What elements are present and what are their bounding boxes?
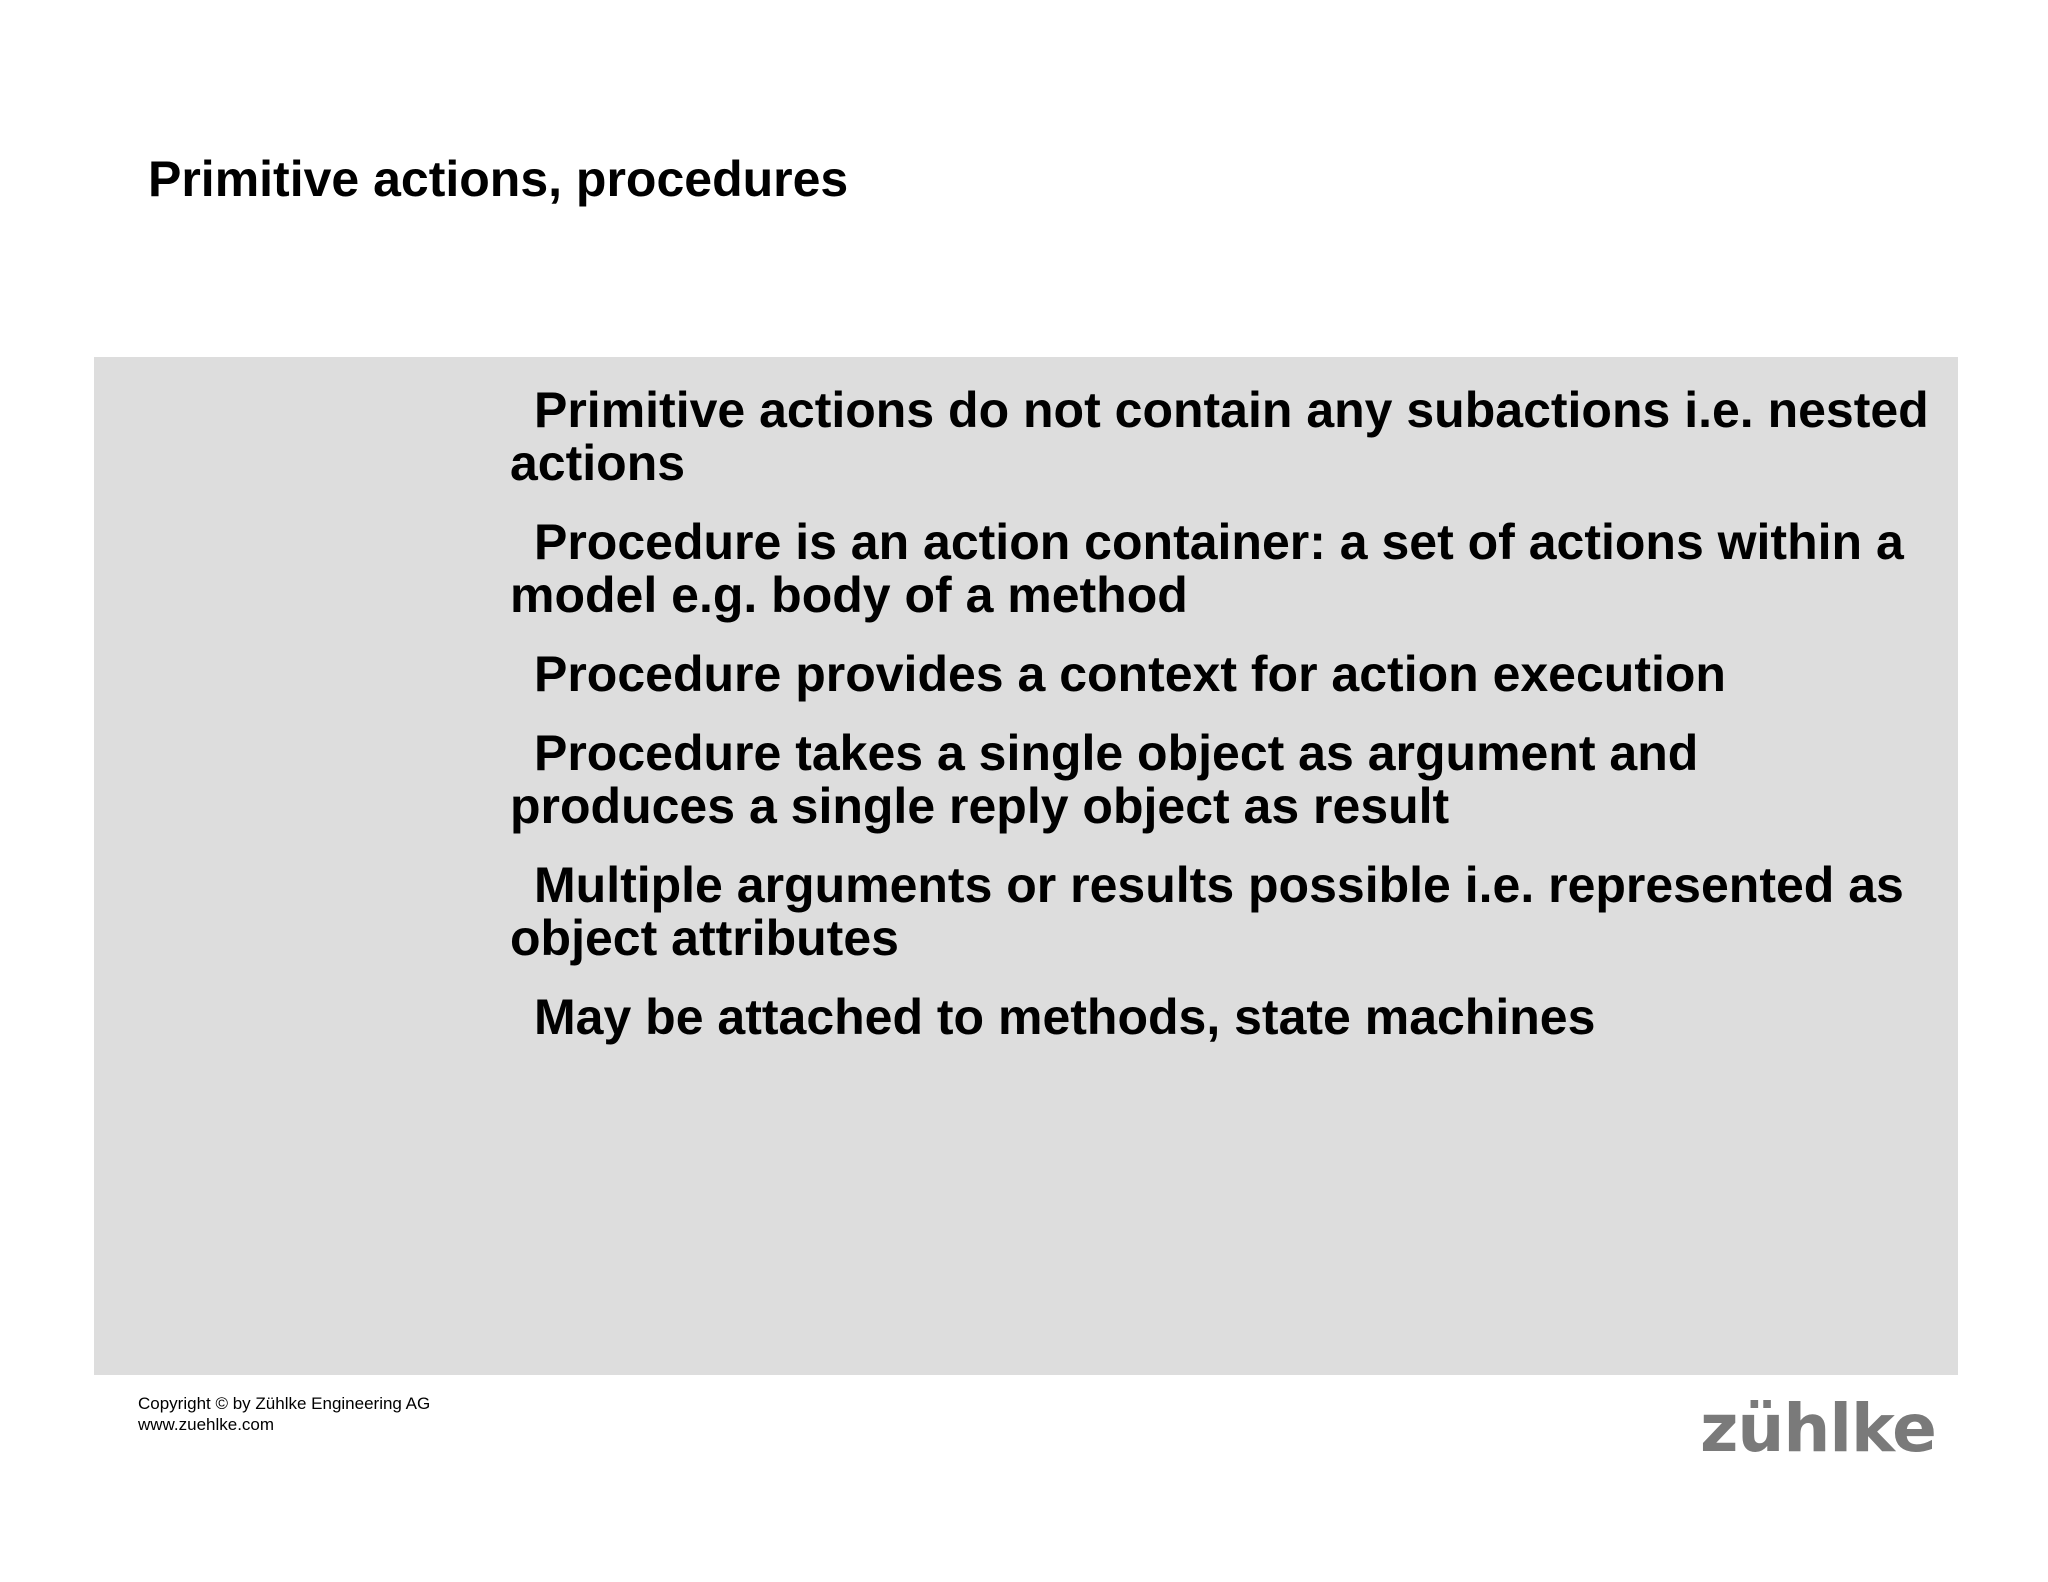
bullet-item: Procedure takes a single object as argument and produces a single reply object as result (510, 725, 1699, 834)
slide-title: Primitive actions, procedures (148, 151, 849, 207)
bullet-item: Procedure is an action container: a set of actions within a model e.g. body of a method (510, 514, 1904, 623)
bullet-item: May be attached to methods, state machines (534, 989, 1596, 1045)
bullet-list (510, 384, 1930, 1070)
bullet-item: Multiple arguments or results possible i.e. represented as object attributes (510, 857, 1904, 966)
footer-copyright (138, 1393, 430, 1435)
bullet-item: Primitive actions do not contain any subactions i.e. nested actions (510, 382, 1929, 491)
copyright-text: Copyright © by Zühlke Engineering AG (138, 1394, 431, 1413)
website-link[interactable]: www.zuehlke.com (138, 1415, 275, 1434)
zuehlke-logo: zühlke (1700, 1390, 1936, 1467)
bullet-item: Procedure provides a context for action execution (534, 646, 1726, 702)
